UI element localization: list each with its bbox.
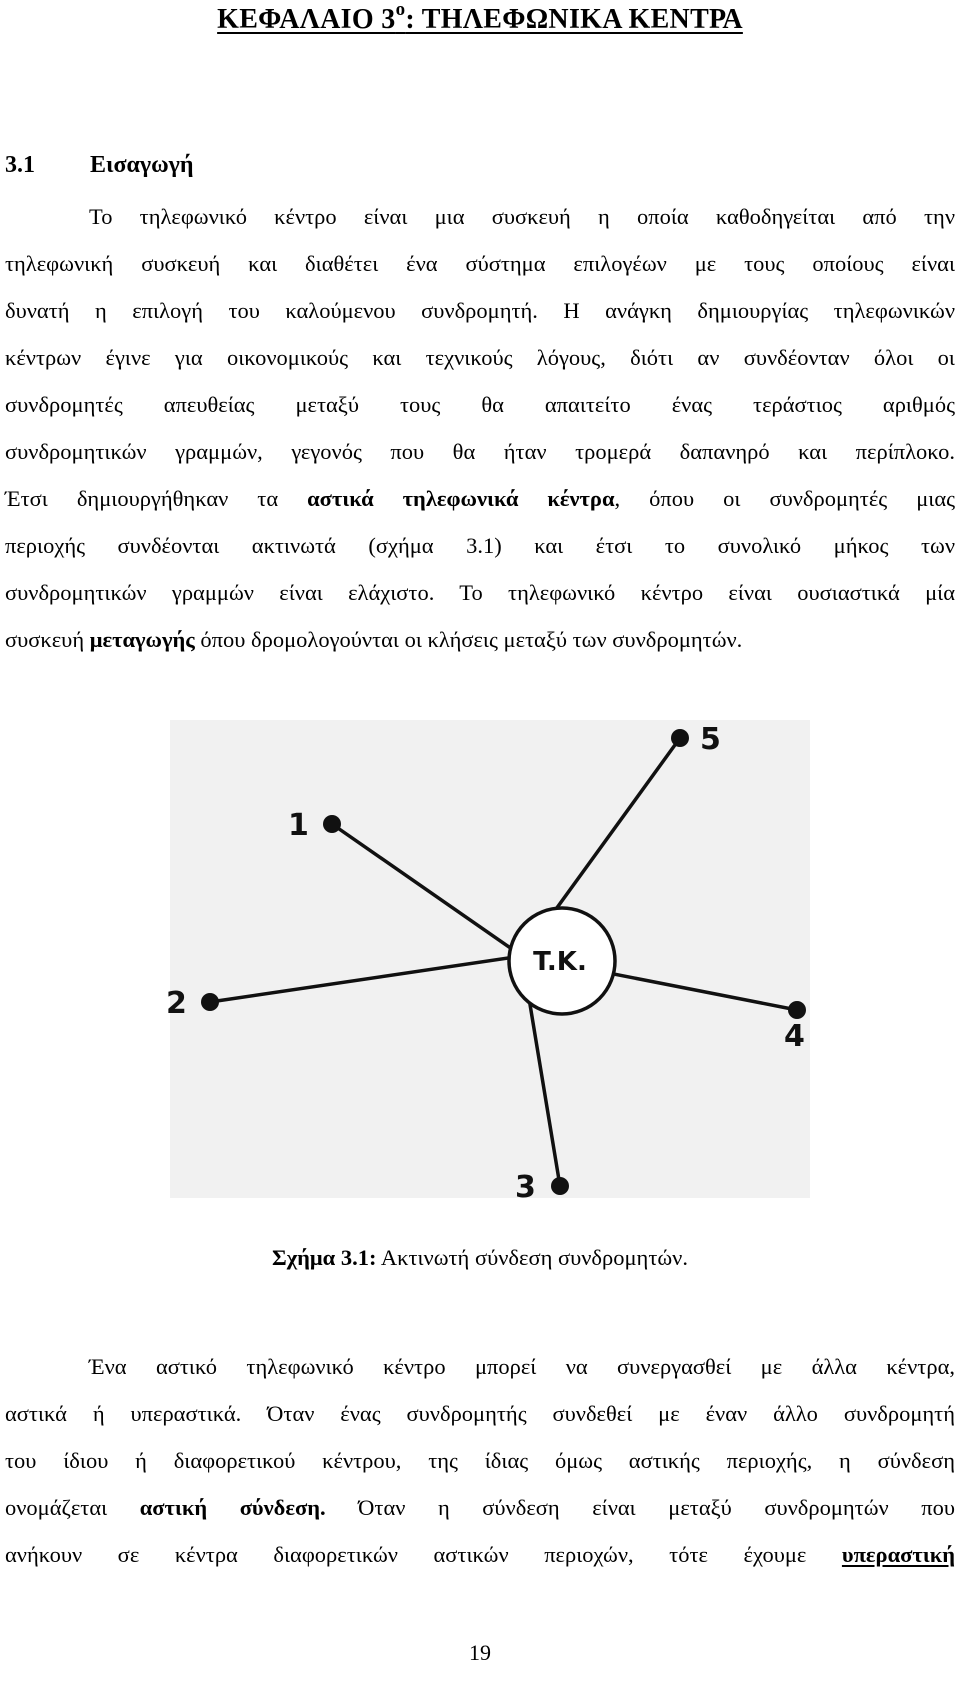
text-line: συνδρομητές απευθείας μεταξύ τους θα απαιτείτο ένας τεράστιος αριθμός xyxy=(5,392,955,417)
subscriber-3-node xyxy=(551,1177,569,1195)
text-line xyxy=(5,475,955,522)
subscriber-4-node xyxy=(788,1001,806,1019)
bold-term-interurban: υπεραστική xyxy=(841,1542,955,1567)
section-number: 3.1 xyxy=(5,152,35,178)
line-text: συσκευή xyxy=(5,627,90,652)
subscriber-1-label: 1 xyxy=(288,808,309,843)
line-text: όπου δρομολογούνται οι κλήσεις μεταξύ των συνδρομητών. xyxy=(194,627,743,652)
text-line: κέντρων έγινε για οικονομικούς και τεχνικούς λόγους, διότι αν συνδέονταν όλοι οι xyxy=(5,345,955,370)
text-line: συνδρομητικών γραμμών, γεγονός που θα ήταν τρομερά δαπανηρό και περίπλοκο. xyxy=(5,439,955,464)
caption-text: Ακτινωτή σύνδεση συνδρομητών. xyxy=(376,1245,688,1270)
intro-paragraph xyxy=(5,193,955,663)
text-line: αστικά ή υπεραστικά. Όταν ένας συνδρομητής συνδεθεί με έναν άλλο συνδρομητή xyxy=(5,1401,955,1426)
bold-term-switching: μεταγωγής xyxy=(89,627,195,652)
section-heading xyxy=(5,152,194,179)
star-topology-figure xyxy=(166,720,810,1205)
subscriber-5-node xyxy=(671,729,689,747)
line-text: ονομάζεται xyxy=(5,1495,140,1520)
figure-caption xyxy=(0,1245,960,1271)
exchange-label: T.K. xyxy=(533,947,587,977)
text-line: Ένα αστικό τηλεφωνικό κέντρο μπορεί να συνεργασθεί με άλλα κέντρα, xyxy=(89,1354,955,1379)
text-line: συνδρομητικών γραμμών είναι ελάχιστο. Το τηλεφωνικό κέντρο είναι ουσιαστικά μία xyxy=(5,580,955,605)
text-line xyxy=(5,1531,955,1578)
chapter-title-text: ΚΕΦΑΛΑΙΟ 3 xyxy=(217,4,396,36)
second-paragraph xyxy=(5,1343,955,1578)
bold-term-urban-exchanges: αστικά τηλεφωνικά κέντρα xyxy=(307,486,615,511)
subscriber-2-label: 2 xyxy=(166,986,187,1021)
subscriber-5-label: 5 xyxy=(700,722,721,757)
text-line: Το τηλεφωνικό κέντρο είναι μια συσκευή η οποία καθοδηγείται από την xyxy=(89,204,955,229)
text-line: δυνατή η επιλογή του καλούμενου συνδρομητή. Η ανάγκη δημιουργίας τηλεφωνικών xyxy=(5,298,955,323)
bold-term-urban-connection: αστική σύνδεση. xyxy=(139,1495,326,1520)
line-text: ανήκουν σε κέντρα διαφορετικών αστικών περιοχών, τότε έχουμε xyxy=(5,1542,842,1567)
line-text: , όπου οι συνδρομητές μιας xyxy=(614,486,956,511)
line-to-subscriber-2 xyxy=(210,956,522,1002)
subscriber-1-node xyxy=(323,815,341,833)
line-to-subscriber-1 xyxy=(332,824,522,956)
caption-label: Σχήμα 3.1: xyxy=(272,1245,377,1270)
page-number: 19 xyxy=(469,1640,491,1665)
text-line xyxy=(5,616,955,663)
text-line: τηλεφωνική συσκευή και διαθέτει ένα σύστημα επιλογέων με τους οποίους είναι xyxy=(5,251,955,276)
chapter-title-ordinal: ο xyxy=(395,0,406,20)
text-line: περιοχής συνδέονται ακτινωτά (σχήμα 3.1) και έτσι το συνολικό μήκος των xyxy=(5,533,955,558)
chapter-title-rest: : ΤΗΛΕΦΩΝΙΚΑ ΚΕΝΤΡΑ xyxy=(405,4,743,36)
chapter-title xyxy=(0,2,960,36)
section-title: Εισαγωγή xyxy=(90,152,194,178)
subscriber-3-label: 3 xyxy=(515,1170,536,1205)
subscriber-2-node xyxy=(201,993,219,1011)
text-line: του ίδιου ή διαφορετικού κέντρου, της ίδιας όμως αστικής περιοχής, η σύνδεση xyxy=(5,1448,955,1473)
line-text: Έτσι δημιουργήθηκαν τα xyxy=(5,486,308,511)
text-line xyxy=(5,1484,955,1531)
line-text: Όταν η σύνδεση είναι μεταξύ συνδρομητών που xyxy=(325,1495,955,1520)
subscriber-4-label: 4 xyxy=(784,1019,805,1054)
star-topology-diagram xyxy=(166,720,810,1205)
